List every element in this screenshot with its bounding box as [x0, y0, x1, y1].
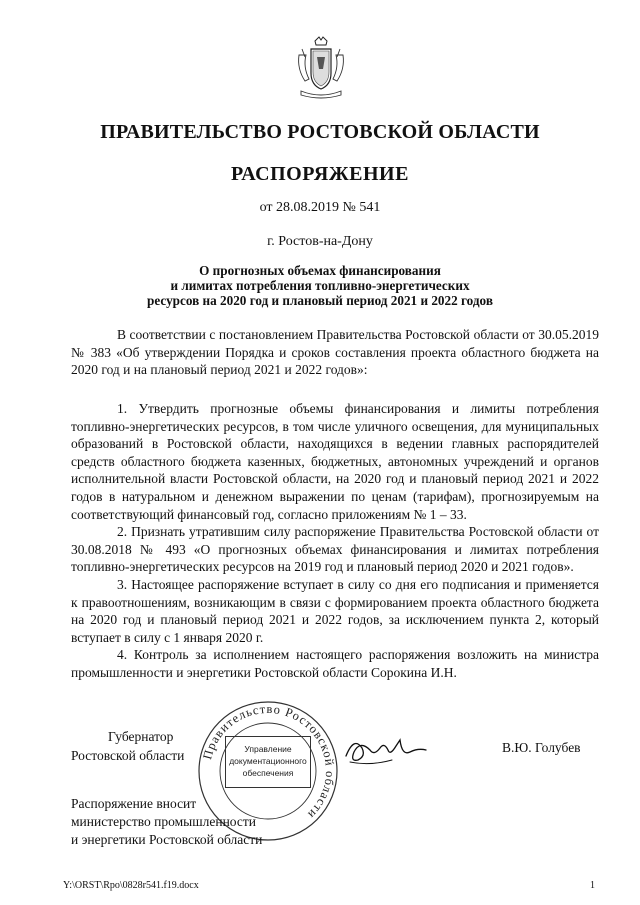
signatory-name: В.Ю. Голубев — [502, 740, 581, 755]
seal-center-line: документационного — [229, 756, 307, 766]
document-subject — [60, 263, 580, 308]
intro-paragraph-block — [71, 326, 599, 379]
seal-center-box — [225, 736, 311, 788]
seal-center-line: обеспечения — [242, 768, 294, 778]
item-1: 1. Утвердить прогнозные объемы финансирования и лимиты потребления топливно-энергетических ресурсов, в том числе уличного освещения, для муниципальных образований в Ростовской области, находящихся в ведении главных распорядителей средств областного бюджета казенных, бюджетных, автономных учреждений и органов исполнительной власти Ростовской области, на 2020 год и плановый период 2021 и 2022 годов в натуральном и денежном выражении по ценам (тарифам), прогнозируемым на соответствующий финансовый год, согласно приложениям № 1 – 33. — [71, 401, 599, 522]
item-3: 3. Настоящее распоряжение вступает в силу со дня его подписания и применяется к правоотношениям, возникающим в связи с формированием проекта областного бюджета на 2020 год и плановый период 2021 и 2022 годов, за исключением пункта 2, который вступает в силу с 1 января 2020 г. — [71, 576, 599, 645]
submitted-by — [71, 795, 262, 849]
government-title: ПРАВИТЕЛЬСТВО РОСТОВСКОЙ ОБЛАСТИ — [100, 121, 540, 143]
document-date-number: от 28.08.2019 № 541 — [259, 200, 381, 215]
items-block — [71, 400, 599, 682]
signatory-region: Ростовской области — [71, 748, 185, 763]
signatory-title: Губернатор — [108, 729, 174, 744]
subject-line: О прогнозных объемах финансирования — [199, 263, 441, 278]
submitted-by-line: и энергетики Ростовской области — [71, 832, 263, 847]
document-type: РАСПОРЯЖЕНИЕ — [231, 163, 409, 185]
seal-ring-text: Правительство Ростовской области — [200, 701, 338, 823]
seal-center-line: Управление — [244, 744, 292, 754]
item-2: 2. Признать утратившим силу распоряжение Правительства Ростовской области от 30.08.2018 № 493 «О прогнозных объемах финансирования и лимитах потребления топливно-энергетических ресурсов на 2019 год и плановый период 2020 и 2021 годов». — [71, 524, 599, 575]
item-4: 4. Контроль за исполнением настоящего распоряжения возложить на министра промышленности и энергетики Ростовской области Сорокина И.Н. — [71, 647, 599, 680]
intro-paragraph: В соответствии с постановлением Правительства Ростовской области от 30.05.2019 № 383 «Об утверждении Порядка и сроков составления проекта областного бюджета на 2020 год и на плановый период 2021 и 2022 годов»: — [71, 327, 599, 378]
rostov-oblast-coat-of-arms-icon — [293, 35, 349, 101]
submitted-by-line: Распоряжение вносит — [71, 796, 197, 811]
handwritten-signature-icon — [340, 726, 432, 774]
footer-file-path: Y:\ORST\Rpo\0828r541.f19.docx — [63, 880, 199, 891]
footer-page-number: 1 — [590, 880, 595, 891]
submitted-by-line: министерство промышленности — [71, 814, 257, 829]
subject-line: и лимитах потребления топливно-энергетических — [170, 278, 470, 293]
subject-line: ресурсов на 2020 год и плановый период 2021 и 2022 годов — [147, 293, 493, 308]
document-city: г. Ростов-на-Дону — [267, 234, 373, 249]
